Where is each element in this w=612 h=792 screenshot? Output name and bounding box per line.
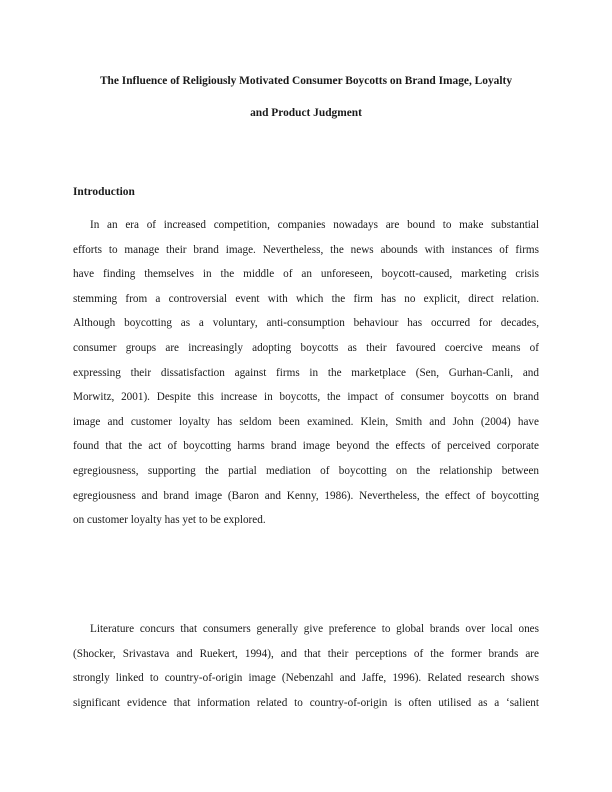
paragraph-line: efforts to manage their brand image. Nevertheless, the news abounds with instances of firms [73,243,539,256]
introduction-paragraph-1 [73,218,539,538]
paragraph-line: have finding themselves in the middle of an unforeseen, boycott-caused, marketing crisis [73,268,539,281]
paragraph-line: stemming from a controversial event with which the firm has no explicit, direct relation. [73,292,539,305]
paragraph-line: egregiousness and brand image (Baron and Kenny, 1986). Nevertheless, the effect of boycotting [73,489,539,502]
paper-title-line-2: and Product Judgment [250,107,362,119]
paragraph-line: (Shocker, Srivastava and Ruekert, 1994), and that their perceptions of the former brands are [73,647,539,660]
paragraph-line: Although boycotting as a voluntary, anti-consumption behaviour has occurred for decades, [73,317,539,330]
paragraph-line: consumer groups are increasingly adopting boycotts as their favoured coercive means of [73,341,539,354]
paper-title-line-1: The Influence of Religiously Motivated Consumer Boycotts on Brand Image, Loyalty [99,75,513,87]
paragraph-line: image and customer loyalty has seldom been examined. Klein, Smith and John (2004) have [73,415,539,428]
paragraph-line: found that the act of boycotting harms brand image beyond the effects of perceived corporate [73,440,539,453]
paragraph-line: significant evidence that information related to country-of-origin is often utilised as a ‘salient [73,696,539,709]
introduction-paragraph-2 [73,622,539,720]
paragraph-line: strongly linked to country-of-origin image (Nebenzahl and Jaffe, 1996). Related research shows [73,672,539,685]
paragraph-line: Literature concurs that consumers generally give preference to global brands over local ones [90,623,539,635]
paragraph-line: on customer loyalty has yet to be explored. [73,514,266,527]
paragraph-line: expressing their dissatisfaction against firms in the marketplace (Sen, Gurhan-Canli, and [73,366,539,379]
section-heading-introduction: Introduction [73,186,135,198]
paragraph-line: egregiousness, supporting the partial mediation of boycotting on the relationship between [73,464,539,477]
paragraph-line: Morwitz, 2001). Despite this increase in boycotts, the impact of consumer boycotts on brand [73,391,539,404]
paragraph-line: In an era of increased competition, companies nowadays are bound to make substantial [90,219,539,231]
